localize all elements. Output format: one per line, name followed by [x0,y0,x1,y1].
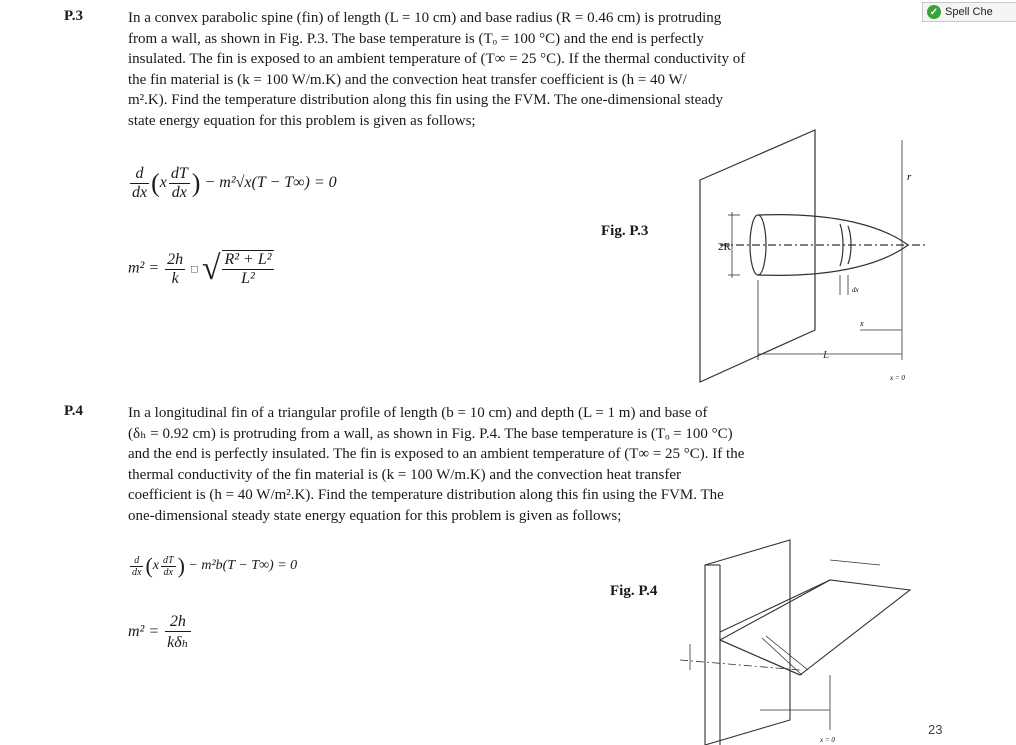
text-line: from a wall, as shown in Fig. P.3. The base temperature is (Tₒ = 100 °C) and the end is perfectly [128,30,704,47]
text-line: (δₕ = 0.92 cm) is protruding from a wall, as shown in Fig. P.4. The base temperature is (Tₒ = 100 °C) [128,425,733,442]
eq-lhs: m² = [128,623,160,641]
text-line: In a convex parabolic spine (fin) of length (L = 10 cm) and base radius (R = 0.46 cm) is protruding [128,10,722,26]
fig-p3-label-L: L [823,349,830,361]
eq-denominator: kδₕ [167,634,189,651]
figure-p4-triangular-fin [680,520,920,745]
figure-p3-parabolic-spine [680,120,930,390]
equation-p3-energy: $\frac{d}{dx}$ (x $\frac{dT}{dx}$ ) − m²√x(T − T∞) = 0 [132,165,337,201]
spell-check-label: Spell Che [945,6,993,18]
text-line: state energy equation for this problem is given as follows; [128,112,476,129]
text-line: thermal conductivity of the fin material is (k = 100 W/m.K) and the convection heat transfer [128,466,682,483]
equation-p4-m2 [128,613,193,652]
problem-text-p3 [128,8,918,131]
figure-label-p4: Fig. P.4 [610,583,658,599]
text-line: and the end is perfectly insulated. The fin is exposed to an ambient temperature of (T∞ = 25 °C). If the [128,446,745,462]
problem-number-p4: P.4 [64,403,84,419]
equation-p3-m2: m² = $\frac{2h}{k}$ □ √ $\frac{\text{R² + L²}}{\text{L²}}$ [128,250,272,287]
text-line: m².K). Find the temperature distribution along this fin using the FVM. The one-dimensional steady [128,92,723,108]
equation-p4-energy: $\frac{d}{dx}$ (x $\frac{dT}{dx}$ ) − m²b(T − T∞) = 0 [132,553,298,578]
text-line: insulated. The fin is exposed to an ambient temperature of (T∞ = 25 °C). If the thermal conductivity of [128,51,746,67]
fig-p3-label-2R: 2R [718,241,731,253]
page-number: 23 [928,722,943,737]
radical-denominator: L² [241,270,255,287]
fig-p4-label-x0: x = 0 [820,736,835,744]
eq-numerator: 2h [167,250,184,268]
spell-check-button[interactable] [922,2,1016,22]
figure-label-p3: Fig. P.3 [601,223,649,239]
text-line: In a longitudinal fin of a triangular profile of length (b = 10 cm) and depth (L = 1 m) and base of [128,405,708,421]
equation-p4-rest: − m²b(T − T∞) = 0 [188,558,298,574]
radical-numerator: R² + L² [224,251,272,268]
checkmark-icon: ✓ [927,5,941,19]
eq-numerator: 2h [165,613,190,632]
fig-p3-label-r: r [907,171,912,183]
equation-p3-rest: − m²√x(T − T∞) = 0 [204,174,337,192]
eq-lhs: m² = [128,259,160,277]
text-line: coefficient is (h = 40 W/m².K). Find the temperature distribution along this fin using the FVM. The [128,487,724,503]
problem-number-p3: P.3 [64,8,84,24]
fig-p3-label-dx: dx [852,286,859,294]
fig-p3-label-x: x [860,319,864,328]
eq-denominator: k [171,269,179,287]
problem-text-p4 [128,403,880,526]
text-line: one-dimensional steady state energy equation for this problem is given as follows; [128,507,622,524]
fig-p3-label-x0: x = 0 [890,374,905,382]
text-line: the fin material is (k = 100 W/m.K) and the convection heat transfer coefficient is (h = 40 W/ [128,71,687,88]
